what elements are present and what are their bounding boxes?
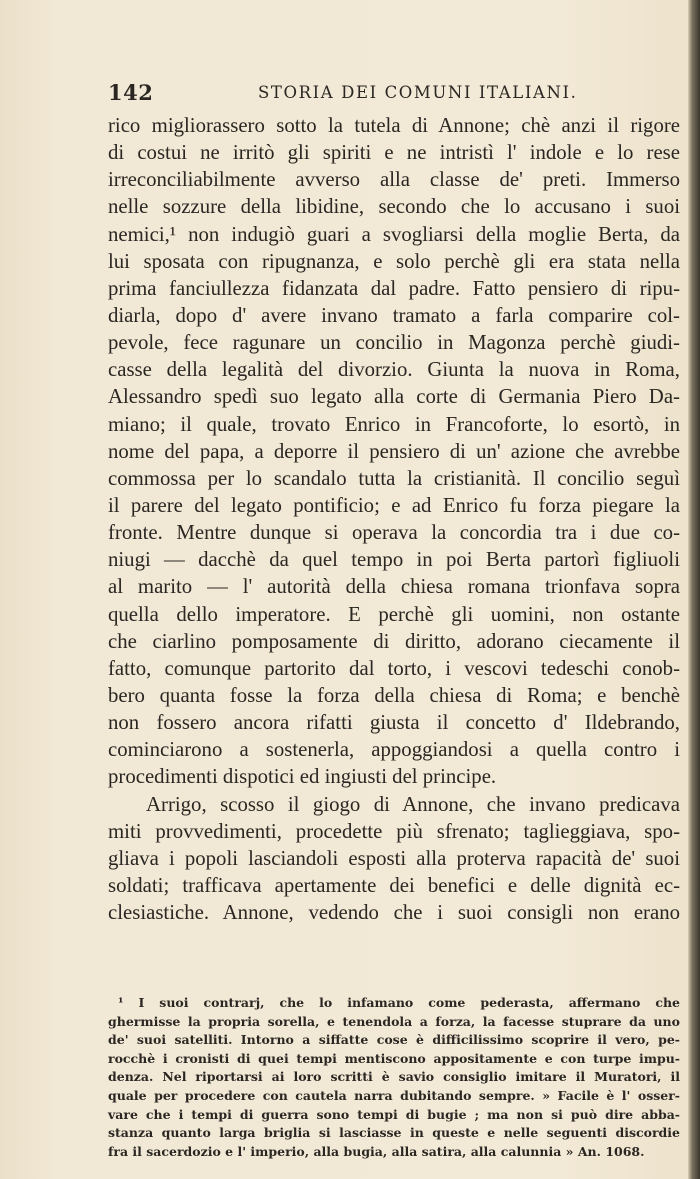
text-line: procedimenti dispotici ed ingiusti del principe. <box>108 765 497 789</box>
footnote-line: vare che i tempi di guerra sono tempi di bugie ; ma non si può dire abba- <box>108 1106 680 1122</box>
text-line: Arrigo, scosso il giogo di Annone, che invano predicava <box>146 792 680 816</box>
text-line: il parere del legato pontificio; e ad Enrico fu forza piegare la <box>108 493 680 517</box>
text-line: miti provvedimenti, procedette più sfrenato; taglieggiava, spo- <box>108 819 680 843</box>
text-line: Alessandro spedì suo legato alla corte di Germania Piero Da- <box>108 385 680 409</box>
footnote-line: stanza quanto larga briglia si lasciasse in queste e nelle seguenti discordie <box>108 1125 680 1141</box>
text-line: nemici,¹ non indugiò guari a svogliarsi della moglie Berta, da <box>108 222 680 246</box>
text-line: miano; il quale, trovato Enrico in Francoforte, lo esortò, in <box>108 412 680 436</box>
text-line: al marito — l' autorità della chiesa romana trionfava sopra <box>108 575 680 599</box>
page-edge-shadow <box>688 0 700 1179</box>
text-line: nelle sozzure della libidine, secondo che lo accusano i suoi <box>108 195 680 219</box>
text-line: quella dello imperatore. E perchè gli uomini, non ostante <box>108 602 680 626</box>
text-line: commossa per lo scandalo tutta la cristianità. Il concilio seguì <box>108 466 680 490</box>
text-line: clesiastiche. Annone, vedendo che i suoi consigli non erano <box>108 901 680 925</box>
footnote-line: rocchè i cronisti di quei tempi mentiscono appositamente e con turpe impu- <box>108 1050 680 1066</box>
text-line: nome del papa, a deporre il pensiero di un' azione che avrebbe <box>108 439 680 463</box>
page-number: 142 <box>108 80 154 105</box>
text-line: gliava i popoli lasciandoli esposti alla proterva rapacità de' suoi <box>108 846 680 870</box>
text-line: fronte. Mentre dunque si operava la concordia tra i due co- <box>108 521 680 545</box>
text-line: che ciarlino pomposamente di diritto, adorano ciecamente il <box>108 629 680 653</box>
running-title: STORIA DEI COMUNI ITALIANI. <box>258 83 578 102</box>
text-line: soldati; trafficava apertamente dei benefici e delle dignità ec- <box>108 873 680 897</box>
text-line: bero quanta fosse la forza della chiesa di Roma; e benchè <box>108 683 680 707</box>
footnote-line: fra il sacerdozio e l' imperio, alla bugia, alla satira, alla calunnia » An. 1068. <box>108 1143 645 1159</box>
text-line: pevole, fece ragunare un concilio in Magonza perchè giudi- <box>108 331 680 355</box>
footnote-line: ¹ I suoi contrarj, che lo infamano come pederasta, affermano che <box>118 995 680 1010</box>
text-line: casse della legalità del divorzio. Giunta la nuova in Roma, <box>108 358 680 382</box>
main-text <box>108 112 680 926</box>
text-line: di costui ne irritò gli spiriti e ne intristì l' indole e lo rese <box>108 141 680 165</box>
text-line: fatto, comunque partorito dal torto, i vescovi tedeschi conob- <box>108 656 680 680</box>
footnote-line: ghermisse la propria sorella, e tenendola a forza, la facesse stuprare da uno <box>108 1013 680 1029</box>
text-line: non fossero ancora rifatti giusta il concetto d' Ildebrando, <box>108 711 680 735</box>
text-line: rico migliorassero sotto la tutela di Annone; chè anzi il rigore <box>108 114 680 137</box>
text-line: niugi — dacchè da quel tempo in poi Berta partorì figliuoli <box>108 548 680 572</box>
text-line: prima fanciullezza fidanzata dal padre. Fatto pensiero di ripu- <box>108 276 680 300</box>
text-line: irreconciliabilmente avverso alla classe de' preti. Immerso <box>108 168 680 192</box>
footnote-line: quale per procedere con cautela narra dubitando sempre. » Facile è l' osser- <box>108 1087 680 1103</box>
footnote <box>108 994 680 1161</box>
text-line: diarla, dopo d' avere invano tramato a farla comparire col- <box>108 303 680 327</box>
footnote-line: de' suoi satelliti. Intorno a siffatte cose è difficilissimo scoprire il vero, pe- <box>108 1032 680 1048</box>
running-head <box>108 80 680 106</box>
text-line: lui sposata con ripugnanza, e solo perchè gli era stata nella <box>108 249 680 273</box>
text-line: cominciarono a sostenerla, appoggiandosi a quella contro i <box>108 738 680 762</box>
footnote-line: denza. Nel riportarsi ai loro scritti è savio consiglio imitare il Muratori, il <box>108 1069 680 1085</box>
